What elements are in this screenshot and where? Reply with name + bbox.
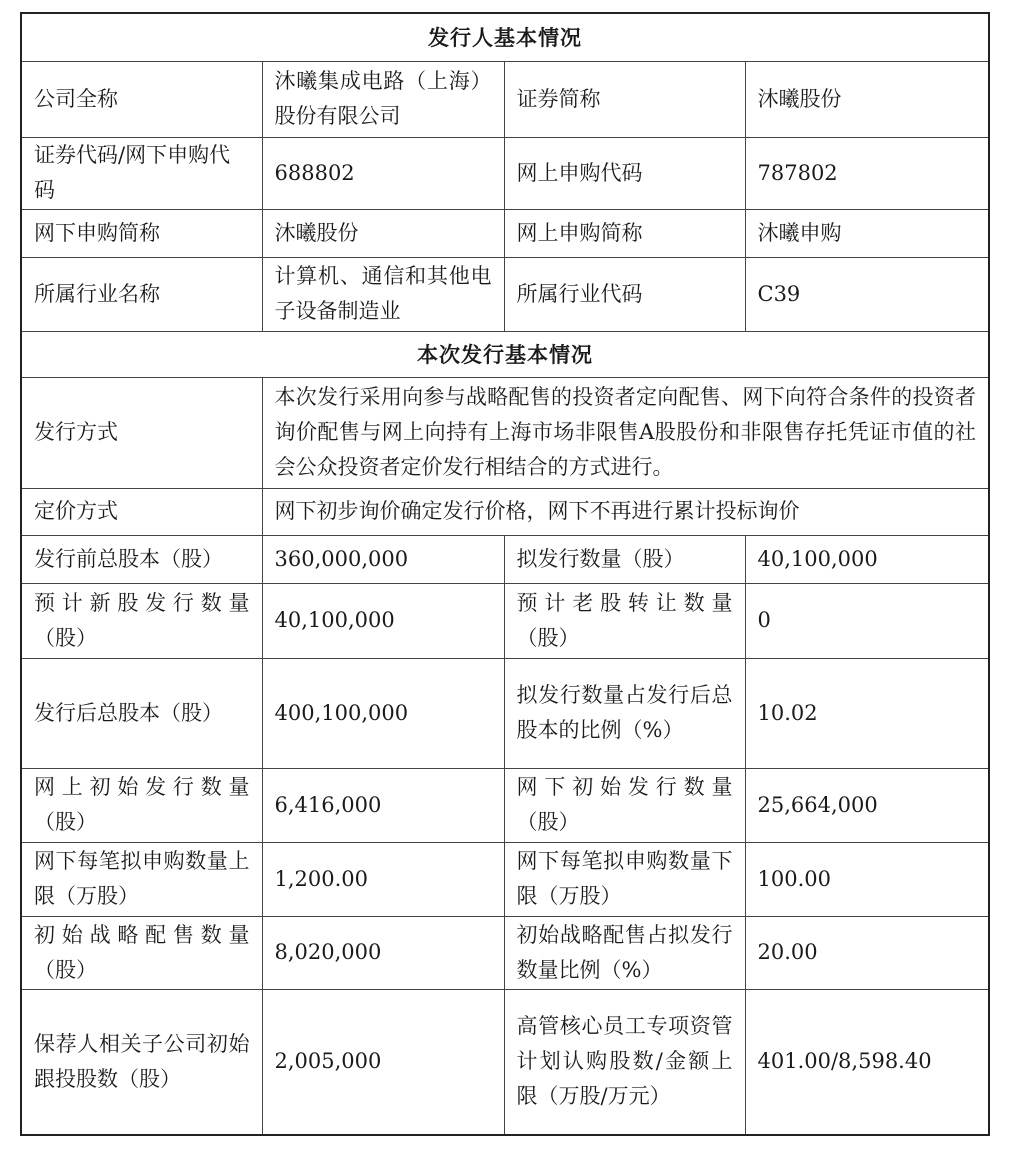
cell-value: C39 bbox=[745, 257, 989, 331]
pricing-method-text: 网下初步询价确定发行价格，网下不再进行累计投标询价 bbox=[262, 488, 989, 535]
cell-label: 保荐人相关子公司初始跟投股数（股） bbox=[21, 989, 262, 1135]
cell-value: 401.00/8,598.40 bbox=[745, 989, 989, 1135]
table-row bbox=[21, 377, 989, 488]
cell-value: 10.02 bbox=[745, 658, 989, 768]
cell-value: 688802 bbox=[262, 137, 504, 209]
section-header-row bbox=[21, 13, 989, 61]
cell-value: 计算机、通信和其他电子设备制造业 bbox=[262, 257, 504, 331]
cell-value: 40,100,000 bbox=[745, 535, 989, 583]
cell-value: 沐曦股份 bbox=[262, 209, 504, 257]
issuance-info-table bbox=[20, 12, 990, 1136]
table-row bbox=[21, 768, 989, 842]
cell-value: 1,200.00 bbox=[262, 842, 504, 916]
cell-label: 预计新股发行数量（股） bbox=[21, 583, 262, 658]
cell-label: 网下申购简称 bbox=[21, 209, 262, 257]
table-row bbox=[21, 583, 989, 658]
cell-label: 拟发行数量占发行后总股本的比例（%） bbox=[504, 658, 745, 768]
cell-value: 100.00 bbox=[745, 842, 989, 916]
cell-value: 0 bbox=[745, 583, 989, 658]
cell-label: 发行前总股本（股） bbox=[21, 535, 262, 583]
cell-label: 拟发行数量（股） bbox=[504, 535, 745, 583]
table-row bbox=[21, 658, 989, 768]
cell-value: 360,000,000 bbox=[262, 535, 504, 583]
cell-value: 400,100,000 bbox=[262, 658, 504, 768]
cell-label: 初始战略配售数量（股） bbox=[21, 916, 262, 989]
cell-label: 网上申购简称 bbox=[504, 209, 745, 257]
cell-value: 6,416,000 bbox=[262, 768, 504, 842]
cell-label: 网上初始发行数量（股） bbox=[21, 768, 262, 842]
cell-label: 高管核心员工专项资管计划认购股数/金额上限（万股/万元） bbox=[504, 989, 745, 1135]
cell-value: 787802 bbox=[745, 137, 989, 209]
cell-value: 沐曦股份 bbox=[745, 61, 989, 137]
table-row bbox=[21, 488, 989, 535]
table-row bbox=[21, 257, 989, 331]
issue-method-text: 本次发行采用向参与战略配售的投资者定向配售、网下向符合条件的投资者询价配售与网上向持有上海市场非限售A股股份和非限售存托凭证市值的社会公众投资者定价发行相结合的方式进行。 bbox=[262, 377, 989, 488]
cell-label: 证券简称 bbox=[504, 61, 745, 137]
table-row bbox=[21, 61, 989, 137]
cell-label: 网下初始发行数量（股） bbox=[504, 768, 745, 842]
section-title-issuer: 发行人基本情况 bbox=[21, 13, 989, 61]
section-title-issuance: 本次发行基本情况 bbox=[21, 331, 989, 377]
table-row bbox=[21, 535, 989, 583]
cell-value: 沐曦申购 bbox=[745, 209, 989, 257]
cell-value: 8,020,000 bbox=[262, 916, 504, 989]
cell-label: 发行后总股本（股） bbox=[21, 658, 262, 768]
cell-value: 40,100,000 bbox=[262, 583, 504, 658]
table-row bbox=[21, 209, 989, 257]
table-row bbox=[21, 989, 989, 1135]
cell-label: 所属行业代码 bbox=[504, 257, 745, 331]
cell-value: 2,005,000 bbox=[262, 989, 504, 1135]
cell-value: 25,664,000 bbox=[745, 768, 989, 842]
section-header-row bbox=[21, 331, 989, 377]
cell-label: 公司全称 bbox=[21, 61, 262, 137]
cell-label: 网上申购代码 bbox=[504, 137, 745, 209]
cell-value: 沐曦集成电路（上海）股份有限公司 bbox=[262, 61, 504, 137]
cell-label: 网下每笔拟申购数量上限（万股） bbox=[21, 842, 262, 916]
cell-label: 初始战略配售占拟发行数量比例（%） bbox=[504, 916, 745, 989]
cell-label: 预计老股转让数量（股） bbox=[504, 583, 745, 658]
table-row bbox=[21, 916, 989, 989]
table-row bbox=[21, 137, 989, 209]
cell-label: 所属行业名称 bbox=[21, 257, 262, 331]
cell-label: 发行方式 bbox=[21, 377, 262, 488]
cell-value: 20.00 bbox=[745, 916, 989, 989]
cell-label: 网下每笔拟申购数量下限（万股） bbox=[504, 842, 745, 916]
table-row bbox=[21, 842, 989, 916]
cell-label: 定价方式 bbox=[21, 488, 262, 535]
cell-label: 证券代码/网下申购代码 bbox=[21, 137, 262, 209]
